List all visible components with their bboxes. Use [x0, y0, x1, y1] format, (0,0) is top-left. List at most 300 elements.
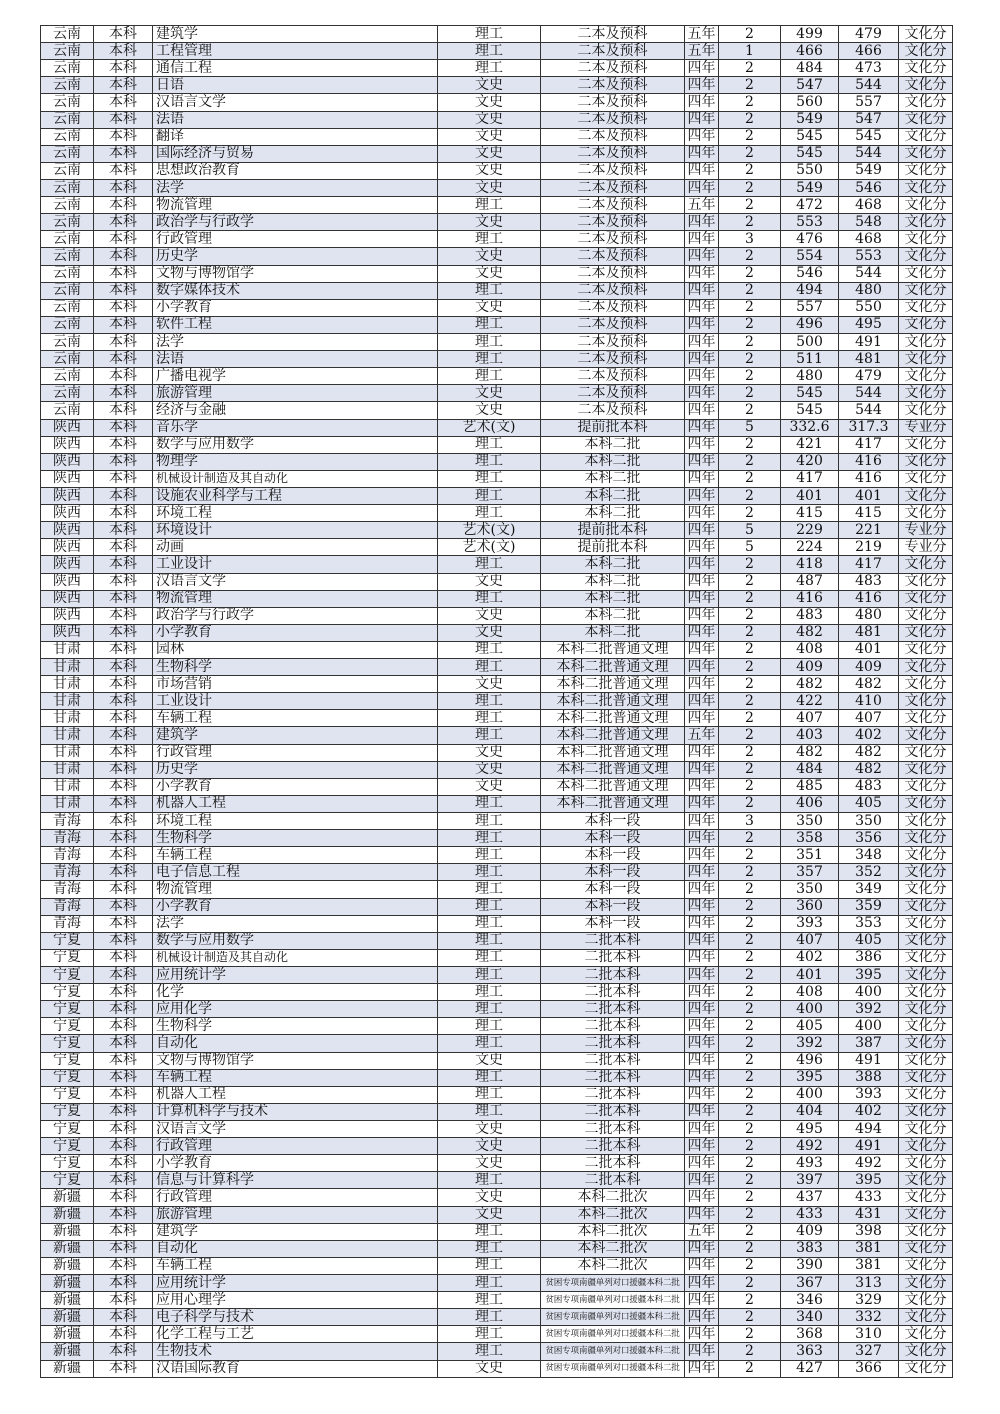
- duration-cell: 四年: [685, 1206, 719, 1223]
- major-cell: 机械设计制造及其自动化: [153, 470, 438, 487]
- table-row: [41, 162, 953, 179]
- major-cell: 经济与金融: [153, 402, 438, 419]
- major-cell: 文物与博物馆学: [153, 265, 438, 282]
- province-cell: 宁夏: [41, 1035, 94, 1052]
- score-type-cell: 文化分: [899, 1103, 953, 1120]
- province-cell: 云南: [41, 26, 94, 43]
- level-cell: 本科: [94, 111, 153, 128]
- batch-cell: 二本及预科: [541, 333, 685, 350]
- batch-cell: 二本及预科: [541, 77, 685, 94]
- plan-cell: 2: [719, 590, 781, 607]
- score-type-cell: 文化分: [899, 94, 953, 111]
- level-cell: 本科: [94, 1138, 153, 1155]
- max-score-cell: 415: [781, 505, 839, 522]
- plan-cell: 2: [719, 693, 781, 710]
- category-cell: 理工: [438, 1292, 541, 1309]
- max-score-cell: 407: [781, 710, 839, 727]
- category-cell: 理工: [438, 795, 541, 812]
- score-type-cell: 文化分: [899, 1223, 953, 1240]
- province-cell: 陕西: [41, 505, 94, 522]
- province-cell: 甘肃: [41, 710, 94, 727]
- province-cell: 宁夏: [41, 1018, 94, 1035]
- duration-cell: 四年: [685, 1257, 719, 1274]
- major-cell: 数学与应用数学: [153, 436, 438, 453]
- level-cell: 本科: [94, 402, 153, 419]
- category-cell: 文史: [438, 1052, 541, 1069]
- min-score-cell: 479: [839, 26, 899, 43]
- table-row: [41, 710, 953, 727]
- province-cell: 云南: [41, 351, 94, 368]
- major-cell: 计算机科学与技术: [153, 1103, 438, 1120]
- batch-cell: 二本及预科: [541, 179, 685, 196]
- major-cell: 动画: [153, 539, 438, 556]
- category-cell: 文史: [438, 299, 541, 316]
- category-cell: 理工: [438, 1018, 541, 1035]
- category-cell: 理工: [438, 727, 541, 744]
- duration-cell: 四年: [685, 539, 719, 556]
- score-type-cell: 文化分: [899, 830, 953, 847]
- max-score-cell: 480: [781, 368, 839, 385]
- major-cell: 工业设计: [153, 693, 438, 710]
- province-cell: 新疆: [41, 1223, 94, 1240]
- min-score-cell: 388: [839, 1069, 899, 1086]
- score-type-cell: 文化分: [899, 453, 953, 470]
- level-cell: 本科: [94, 761, 153, 778]
- plan-cell: 2: [719, 1343, 781, 1360]
- level-cell: 本科: [94, 1257, 153, 1274]
- min-score-cell: 410: [839, 693, 899, 710]
- level-cell: 本科: [94, 1069, 153, 1086]
- level-cell: 本科: [94, 590, 153, 607]
- level-cell: 本科: [94, 1035, 153, 1052]
- province-cell: 甘肃: [41, 727, 94, 744]
- batch-cell: 二批本科: [541, 1086, 685, 1103]
- duration-cell: 四年: [685, 1309, 719, 1326]
- major-cell: 历史学: [153, 761, 438, 778]
- province-cell: 新疆: [41, 1257, 94, 1274]
- table-row: [41, 659, 953, 676]
- min-score-cell: 491: [839, 1052, 899, 1069]
- score-type-cell: 文化分: [899, 676, 953, 693]
- max-score-cell: 495: [781, 1121, 839, 1138]
- batch-cell: 二批本科: [541, 932, 685, 949]
- duration-cell: 四年: [685, 436, 719, 453]
- min-score-cell: 553: [839, 248, 899, 265]
- province-cell: 云南: [41, 94, 94, 111]
- batch-cell: 本科二批普通文理: [541, 676, 685, 693]
- batch-cell: 提前批本科: [541, 539, 685, 556]
- major-cell: 广播电视学: [153, 368, 438, 385]
- max-score-cell: 554: [781, 248, 839, 265]
- major-cell: 旅游管理: [153, 385, 438, 402]
- batch-cell: 二批本科: [541, 1018, 685, 1035]
- max-score-cell: 545: [781, 145, 839, 162]
- major-cell: 建筑学: [153, 26, 438, 43]
- table-row: [41, 1292, 953, 1309]
- major-cell: 车辆工程: [153, 1069, 438, 1086]
- category-cell: 文史: [438, 128, 541, 145]
- batch-cell: 贫困专项南疆单列对口援疆本科二批: [541, 1343, 685, 1360]
- table-row: [41, 881, 953, 898]
- major-cell: 法学: [153, 915, 438, 932]
- province-cell: 宁夏: [41, 1103, 94, 1120]
- level-cell: 本科: [94, 522, 153, 539]
- category-cell: 文史: [438, 676, 541, 693]
- table-row: [41, 778, 953, 795]
- duration-cell: 四年: [685, 60, 719, 77]
- batch-cell: 本科二批: [541, 470, 685, 487]
- level-cell: 本科: [94, 1172, 153, 1189]
- batch-cell: 二本及预科: [541, 265, 685, 282]
- category-cell: 理工: [438, 1309, 541, 1326]
- province-cell: 云南: [41, 282, 94, 299]
- level-cell: 本科: [94, 949, 153, 966]
- duration-cell: 四年: [685, 1189, 719, 1206]
- category-cell: 理工: [438, 1240, 541, 1257]
- batch-cell: 二本及预科: [541, 60, 685, 77]
- max-score-cell: 422: [781, 693, 839, 710]
- table-row: [41, 1240, 953, 1257]
- min-score-cell: 491: [839, 1138, 899, 1155]
- level-cell: 本科: [94, 676, 153, 693]
- plan-cell: 2: [719, 1223, 781, 1240]
- min-score-cell: 366: [839, 1360, 899, 1377]
- province-cell: 宁夏: [41, 967, 94, 984]
- plan-cell: 2: [719, 385, 781, 402]
- province-cell: 宁夏: [41, 1086, 94, 1103]
- level-cell: 本科: [94, 77, 153, 94]
- score-type-cell: 文化分: [899, 881, 953, 898]
- duration-cell: 四年: [685, 967, 719, 984]
- score-type-cell: 文化分: [899, 505, 953, 522]
- score-type-cell: 文化分: [899, 1189, 953, 1206]
- category-cell: 文史: [438, 1360, 541, 1377]
- province-cell: 陕西: [41, 539, 94, 556]
- category-cell: 理工: [438, 505, 541, 522]
- province-cell: 新疆: [41, 1360, 94, 1377]
- category-cell: 文史: [438, 1155, 541, 1172]
- score-type-cell: 文化分: [899, 744, 953, 761]
- min-score-cell: 545: [839, 128, 899, 145]
- duration-cell: 四年: [685, 487, 719, 504]
- table-body: [41, 26, 953, 1378]
- score-type-cell: 文化分: [899, 659, 953, 676]
- category-cell: 理工: [438, 556, 541, 573]
- batch-cell: 二本及预科: [541, 197, 685, 214]
- province-cell: 新疆: [41, 1274, 94, 1291]
- table-row: [41, 1360, 953, 1377]
- min-score-cell: 544: [839, 145, 899, 162]
- plan-cell: 2: [719, 778, 781, 795]
- category-cell: 文史: [438, 761, 541, 778]
- plan-cell: 2: [719, 847, 781, 864]
- duration-cell: 四年: [685, 1069, 719, 1086]
- table-row: [41, 693, 953, 710]
- duration-cell: 四年: [685, 847, 719, 864]
- max-score-cell: 484: [781, 60, 839, 77]
- table-row: [41, 214, 953, 231]
- province-cell: 云南: [41, 299, 94, 316]
- max-score-cell: 421: [781, 436, 839, 453]
- category-cell: 理工: [438, 1343, 541, 1360]
- plan-cell: 2: [719, 145, 781, 162]
- category-cell: 文史: [438, 573, 541, 590]
- plan-cell: 5: [719, 419, 781, 436]
- level-cell: 本科: [94, 214, 153, 231]
- plan-cell: 2: [719, 1240, 781, 1257]
- duration-cell: 四年: [685, 607, 719, 624]
- province-cell: 甘肃: [41, 693, 94, 710]
- plan-cell: 2: [719, 1172, 781, 1189]
- major-cell: 小学教育: [153, 778, 438, 795]
- score-type-cell: 文化分: [899, 693, 953, 710]
- level-cell: 本科: [94, 1121, 153, 1138]
- major-cell: 法语: [153, 111, 438, 128]
- min-score-cell: 352: [839, 864, 899, 881]
- major-cell: 行政管理: [153, 1189, 438, 1206]
- batch-cell: 本科二批: [541, 573, 685, 590]
- category-cell: 文史: [438, 1206, 541, 1223]
- table-row: [41, 299, 953, 316]
- major-cell: 车辆工程: [153, 847, 438, 864]
- category-cell: 文史: [438, 607, 541, 624]
- province-cell: 宁夏: [41, 932, 94, 949]
- province-cell: 云南: [41, 197, 94, 214]
- province-cell: 甘肃: [41, 659, 94, 676]
- plan-cell: 2: [719, 77, 781, 94]
- category-cell: 文史: [438, 214, 541, 231]
- min-score-cell: 547: [839, 111, 899, 128]
- category-cell: 理工: [438, 231, 541, 248]
- duration-cell: 四年: [685, 744, 719, 761]
- min-score-cell: 401: [839, 487, 899, 504]
- major-cell: 生物技术: [153, 1343, 438, 1360]
- score-type-cell: 文化分: [899, 1035, 953, 1052]
- level-cell: 本科: [94, 43, 153, 60]
- province-cell: 陕西: [41, 556, 94, 573]
- max-score-cell: 557: [781, 299, 839, 316]
- major-cell: 物理学: [153, 453, 438, 470]
- min-score-cell: 317.3: [839, 419, 899, 436]
- score-type-cell: 文化分: [899, 1069, 953, 1086]
- min-score-cell: 395: [839, 967, 899, 984]
- province-cell: 宁夏: [41, 1172, 94, 1189]
- province-cell: 青海: [41, 915, 94, 932]
- major-cell: 政治学与行政学: [153, 214, 438, 231]
- min-score-cell: 491: [839, 333, 899, 350]
- plan-cell: 2: [719, 573, 781, 590]
- max-score-cell: 404: [781, 1103, 839, 1120]
- min-score-cell: 494: [839, 1121, 899, 1138]
- plan-cell: 2: [719, 111, 781, 128]
- duration-cell: 五年: [685, 197, 719, 214]
- major-cell: 历史学: [153, 248, 438, 265]
- max-score-cell: 483: [781, 607, 839, 624]
- batch-cell: 二本及预科: [541, 43, 685, 60]
- duration-cell: 四年: [685, 1326, 719, 1343]
- duration-cell: 四年: [685, 179, 719, 196]
- table-row: [41, 1001, 953, 1018]
- max-score-cell: 420: [781, 453, 839, 470]
- duration-cell: 四年: [685, 1274, 719, 1291]
- duration-cell: 四年: [685, 761, 719, 778]
- major-cell: 物流管理: [153, 590, 438, 607]
- min-score-cell: 492: [839, 1155, 899, 1172]
- plan-cell: 2: [719, 26, 781, 43]
- duration-cell: 四年: [685, 282, 719, 299]
- max-score-cell: 340: [781, 1309, 839, 1326]
- level-cell: 本科: [94, 984, 153, 1001]
- max-score-cell: 547: [781, 77, 839, 94]
- max-score-cell: 397: [781, 1172, 839, 1189]
- score-type-cell: 专业分: [899, 419, 953, 436]
- batch-cell: 二本及预科: [541, 111, 685, 128]
- max-score-cell: 472: [781, 197, 839, 214]
- province-cell: 新疆: [41, 1343, 94, 1360]
- min-score-cell: 495: [839, 316, 899, 333]
- score-type-cell: 文化分: [899, 265, 953, 282]
- table-row: [41, 1155, 953, 1172]
- plan-cell: 2: [719, 1274, 781, 1291]
- score-type-cell: 文化分: [899, 1309, 953, 1326]
- min-score-cell: 483: [839, 778, 899, 795]
- plan-cell: 2: [719, 1189, 781, 1206]
- max-score-cell: 332.6: [781, 419, 839, 436]
- score-type-cell: 文化分: [899, 299, 953, 316]
- batch-cell: 本科二批普通文理: [541, 744, 685, 761]
- plan-cell: 2: [719, 898, 781, 915]
- min-score-cell: 544: [839, 385, 899, 402]
- plan-cell: 2: [719, 1206, 781, 1223]
- score-type-cell: 文化分: [899, 1001, 953, 1018]
- batch-cell: 二本及预科: [541, 248, 685, 265]
- category-cell: 理工: [438, 949, 541, 966]
- max-score-cell: 437: [781, 1189, 839, 1206]
- province-cell: 宁夏: [41, 1052, 94, 1069]
- plan-cell: 2: [719, 316, 781, 333]
- level-cell: 本科: [94, 265, 153, 282]
- duration-cell: 四年: [685, 1240, 719, 1257]
- plan-cell: 2: [719, 282, 781, 299]
- score-type-cell: 文化分: [899, 1343, 953, 1360]
- score-type-cell: 文化分: [899, 231, 953, 248]
- level-cell: 本科: [94, 128, 153, 145]
- duration-cell: 四年: [685, 932, 719, 949]
- batch-cell: 本科一段: [541, 813, 685, 830]
- level-cell: 本科: [94, 1292, 153, 1309]
- level-cell: 本科: [94, 539, 153, 556]
- province-cell: 陕西: [41, 419, 94, 436]
- table-row: [41, 505, 953, 522]
- max-score-cell: 545: [781, 385, 839, 402]
- min-score-cell: 482: [839, 676, 899, 693]
- category-cell: 理工: [438, 436, 541, 453]
- score-type-cell: 文化分: [899, 77, 953, 94]
- duration-cell: 四年: [685, 881, 719, 898]
- max-score-cell: 367: [781, 1274, 839, 1291]
- max-score-cell: 368: [781, 1326, 839, 1343]
- batch-cell: 本科二批次: [541, 1240, 685, 1257]
- batch-cell: 二批本科: [541, 1069, 685, 1086]
- score-type-cell: 文化分: [899, 641, 953, 658]
- major-cell: 市场营销: [153, 676, 438, 693]
- province-cell: 陕西: [41, 590, 94, 607]
- table-row: [41, 795, 953, 812]
- table-row: [41, 915, 953, 932]
- score-type-cell: 文化分: [899, 1206, 953, 1223]
- level-cell: 本科: [94, 1052, 153, 1069]
- category-cell: 文史: [438, 1189, 541, 1206]
- province-cell: 云南: [41, 385, 94, 402]
- plan-cell: 2: [719, 1326, 781, 1343]
- duration-cell: 四年: [685, 830, 719, 847]
- plan-cell: 2: [719, 60, 781, 77]
- category-cell: 理工: [438, 1172, 541, 1189]
- duration-cell: 四年: [685, 1121, 719, 1138]
- category-cell: 理工: [438, 641, 541, 658]
- level-cell: 本科: [94, 248, 153, 265]
- min-score-cell: 482: [839, 744, 899, 761]
- score-type-cell: 文化分: [899, 128, 953, 145]
- plan-cell: 2: [719, 505, 781, 522]
- max-score-cell: 500: [781, 333, 839, 350]
- major-cell: 文物与博物馆学: [153, 1052, 438, 1069]
- level-cell: 本科: [94, 967, 153, 984]
- table-row: [41, 1257, 953, 1274]
- duration-cell: 四年: [685, 1035, 719, 1052]
- category-cell: 理工: [438, 470, 541, 487]
- duration-cell: 四年: [685, 556, 719, 573]
- table-row: [41, 1326, 953, 1343]
- province-cell: 甘肃: [41, 676, 94, 693]
- plan-cell: 2: [719, 830, 781, 847]
- score-type-cell: 文化分: [899, 1326, 953, 1343]
- level-cell: 本科: [94, 641, 153, 658]
- duration-cell: 四年: [685, 641, 719, 658]
- max-score-cell: 383: [781, 1240, 839, 1257]
- batch-cell: 本科二批: [541, 453, 685, 470]
- plan-cell: 2: [719, 214, 781, 231]
- batch-cell: 本科一段: [541, 847, 685, 864]
- level-cell: 本科: [94, 710, 153, 727]
- duration-cell: 四年: [685, 402, 719, 419]
- max-score-cell: 417: [781, 470, 839, 487]
- duration-cell: 五年: [685, 727, 719, 744]
- table-row: [41, 949, 953, 966]
- duration-cell: 四年: [685, 77, 719, 94]
- duration-cell: 四年: [685, 659, 719, 676]
- score-type-cell: 文化分: [899, 26, 953, 43]
- max-score-cell: 363: [781, 1343, 839, 1360]
- major-cell: 汉语国际教育: [153, 1360, 438, 1377]
- duration-cell: 四年: [685, 778, 719, 795]
- category-cell: 理工: [438, 898, 541, 915]
- min-score-cell: 402: [839, 1103, 899, 1120]
- category-cell: 理工: [438, 368, 541, 385]
- table-row: [41, 676, 953, 693]
- max-score-cell: 484: [781, 761, 839, 778]
- min-score-cell: 549: [839, 162, 899, 179]
- level-cell: 本科: [94, 453, 153, 470]
- score-type-cell: 文化分: [899, 1121, 953, 1138]
- table-row: [41, 641, 953, 658]
- category-cell: 理工: [438, 847, 541, 864]
- max-score-cell: 390: [781, 1257, 839, 1274]
- duration-cell: 四年: [685, 864, 719, 881]
- min-score-cell: 550: [839, 299, 899, 316]
- plan-cell: 2: [719, 641, 781, 658]
- table-row: [41, 830, 953, 847]
